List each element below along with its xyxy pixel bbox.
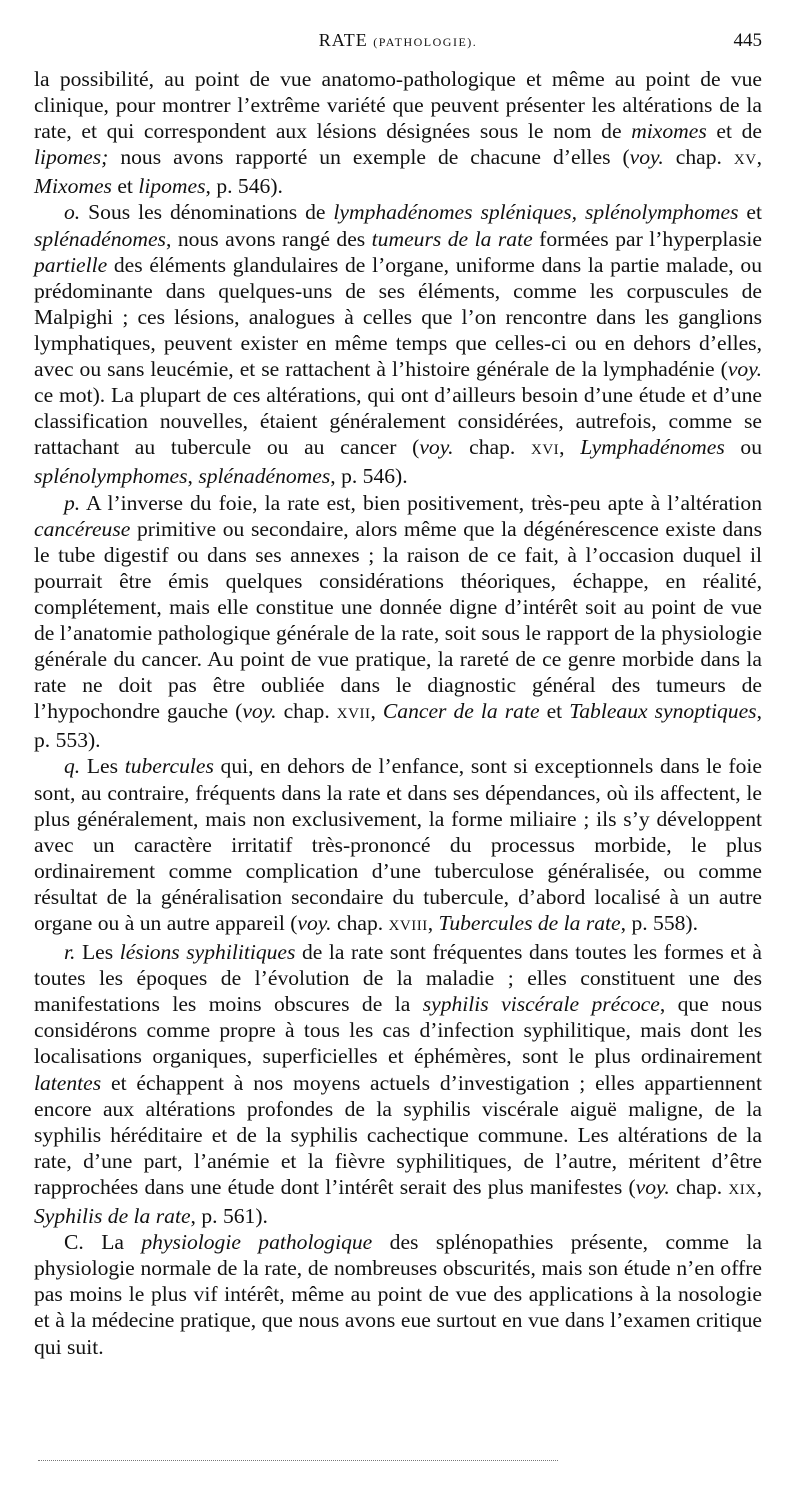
text-run: des éléments glandulaires de l’organe, uniforme dans la partie malade, ou prédominante dans quelques-uns de ses éléments, comme les corpuscules de Malpighi ; ces lésions, analogues à celles que l’on rencontre dans les ganglions lymphatiques, peuvent exister en même temps que celles-ci ou en dehors d’elles, avec ou sans leucémie, et se rattachent à l’histoire générale de la lymphadénie ( bbox=[34, 252, 762, 382]
italic-term: voy. bbox=[629, 145, 664, 170]
chapter-numeral: XIX bbox=[728, 1181, 757, 1198]
paragraph-letter: o. bbox=[64, 200, 81, 225]
page-number: 445 bbox=[733, 30, 762, 51]
text-run: A l’inverse du foie, la rate est, bien positivement, très-peu apte à l’altération bbox=[80, 490, 762, 515]
text-run: ou bbox=[724, 435, 762, 460]
text-run: La bbox=[83, 1230, 142, 1255]
italic-term: tumeurs de la rate bbox=[371, 226, 533, 251]
running-title-main: RATE bbox=[318, 30, 368, 50]
text-run: , bbox=[187, 464, 199, 489]
text-run: qui, en dehors de l’enfance, sont si exceptionnels dans le foie sont, au contraire, fréquents dans la rate et dans ses dépendances, où ils affectent, le plus généralement, mais non exclusivement, la forme miliaire ; ils s’y développent avec un caractère irritatif très-prononcé du processus morbide, le plus ordinairement comme complication d’une tuberculose généralisée, ou comme résultat de la généralisation secondaire du tubercule, d’abord localisé à un autre organe ou à un autre appareil ( bbox=[34, 754, 762, 935]
text-run: Les bbox=[75, 940, 120, 965]
section-letter: C. bbox=[64, 1230, 84, 1255]
text-run: primitive ou secondaire, alors même que la dégénérescence existe dans le tube digestif ou dans ses annexes ; la raison de ce fait, à l’occasion duquel il pourrait être émis quelques considérations théoriques, échappe, en réalité, complétement, mais elle constitue une donnée digne d’intérêt soit au point de vue de l’anatomie pathologique générale de la rate, soit sous le rapport de la physiologie générale du cancer. Au point de vue pratique, la rareté de ce genre morbide dans la rate ne doit pas être oubliée dans le diagnostic général des tumeurs de l’hypochondre gauche ( bbox=[34, 516, 762, 724]
italic-term: splénadénomes bbox=[34, 226, 166, 251]
running-title bbox=[34, 30, 762, 51]
paragraph-q bbox=[34, 753, 762, 939]
italic-term: splénolymphomes bbox=[34, 464, 188, 489]
chapter-numeral: XVII bbox=[336, 706, 371, 723]
text-run: , bbox=[756, 145, 762, 170]
italic-term: Tubercules de la rate bbox=[438, 911, 621, 935]
italic-term: physiologie pathologique bbox=[141, 1230, 373, 1255]
italic-term: Lymphadénomes bbox=[580, 435, 725, 460]
italic-term: voy. bbox=[242, 699, 277, 724]
text-run: , que nous considérons comme propre à tous les cas d’infection syphilitique, mais dont les localisations organiques, superficielles et éphémères, sont le plus ordinairement bbox=[34, 992, 763, 1069]
italic-term: voy. bbox=[727, 357, 762, 382]
text-run: et bbox=[738, 200, 763, 225]
italic-term: voy. bbox=[635, 1174, 670, 1199]
chapter-numeral: XVIII bbox=[388, 918, 428, 934]
text-run: , p. 546). bbox=[330, 464, 408, 489]
italic-term: voy. bbox=[419, 435, 454, 460]
text-run: Les bbox=[80, 754, 125, 779]
italic-term: latentes bbox=[34, 1070, 102, 1095]
text-run: formées par l’hyperplasie bbox=[532, 226, 762, 251]
paragraph-continuation bbox=[34, 66, 762, 199]
paragraph-p bbox=[34, 490, 762, 754]
text-run: , bbox=[559, 435, 581, 460]
paragraph-c bbox=[34, 1229, 762, 1359]
text-run: , p. 553). bbox=[34, 699, 762, 753]
italic-term: splénadénomes bbox=[198, 464, 331, 489]
text-run: , bbox=[427, 911, 439, 935]
body-text bbox=[34, 66, 762, 1360]
italic-term: Cancer de la rate bbox=[382, 699, 540, 724]
text-run: chap. bbox=[331, 911, 389, 935]
paragraph-letter: p. bbox=[64, 490, 81, 515]
running-title-sub: (PATHOLOGIE). bbox=[373, 35, 478, 49]
text-run: , p. 558). bbox=[620, 911, 699, 935]
text-run: , p. 561). bbox=[190, 1204, 268, 1229]
italic-term: Tableaux synoptiques bbox=[569, 699, 757, 724]
italic-term: lymphadénomes spléniques, splénolymphomes bbox=[333, 200, 739, 225]
text-run: Sous les dénominations de bbox=[80, 200, 334, 225]
italic-term: cancéreuse bbox=[34, 516, 131, 541]
text-run: chap. bbox=[669, 1174, 729, 1199]
text-run: et échappent à nos moyens actuels d’investigation ; elles appartiennent encore aux altérations profondes de la syphilis viscérale aiguë maligne, de la syphilis héréditaire et de la syphilis cachectique commune. Les altérations de la rate, d’une part, l’anémie et la fièvre syphilitiques, de l’autre, méritent d’être rapprochées dans une étude dont l’intérêt serait des plus manifestes ( bbox=[34, 1070, 762, 1199]
text-run: , nous avons rangé des bbox=[165, 226, 372, 251]
paragraph-letter: q. bbox=[64, 754, 81, 779]
italic-term: syphilis viscérale précoce bbox=[422, 992, 660, 1017]
italic-term: mixomes bbox=[631, 119, 707, 144]
running-head bbox=[34, 30, 762, 60]
italic-term: Mixomes bbox=[34, 174, 112, 199]
paragraph-r bbox=[34, 939, 762, 1229]
italic-term: tubercules bbox=[124, 754, 214, 779]
text-run: , bbox=[756, 1174, 762, 1199]
text-run: chap. bbox=[453, 435, 531, 460]
italic-term: lésions syphilitiques bbox=[119, 940, 296, 965]
chapter-numeral: XVI bbox=[531, 442, 560, 459]
text-run: , bbox=[370, 699, 383, 724]
text-run: et bbox=[539, 699, 570, 724]
italic-term: lipomes; bbox=[34, 145, 109, 170]
text-run: , p. 546). bbox=[205, 174, 283, 199]
italic-term: Syphilis de la rate bbox=[34, 1204, 191, 1229]
text-run: et bbox=[111, 174, 139, 199]
chapter-numeral: XV bbox=[733, 152, 757, 169]
footer-rule bbox=[38, 1460, 558, 1461]
italic-term: partielle bbox=[34, 252, 108, 277]
italic-term: voy. bbox=[297, 911, 332, 935]
paragraph-o bbox=[34, 199, 762, 489]
text-run: ce mot). La plupart de ces altérations, qui ont d’ailleurs besoin d’une étude et d’une classification nouvelles, étaient généralement considérées, autrefois, comme se rattachant au tubercule ou au cancer ( bbox=[34, 383, 762, 460]
text-run: des splénopathies présente, comme la physiologie normale de la rate, de nombreuses obscurités, mais son étude n’en offre pas moins le plus vif intérêt, même au point de vue des applications à la nosologie et à la médecine pratique, que nous avons eue surtout en vue dans l’examen critique qui suit. bbox=[34, 1230, 762, 1359]
text-run: de la rate sont fréquentes dans toutes les formes et à toutes les époques de l’évolution de la maladie ; elles constituent une des manifestations les moins obscures de la bbox=[34, 940, 762, 1017]
text-run: nous avons rapporté un exemple de chacune d’elles ( bbox=[108, 145, 630, 170]
text-run: et de bbox=[706, 119, 762, 144]
text-run: la possibilité, au point de vue anatomo-pathologique et même au point de vue clinique, pour montrer l’extrême variété que peuvent présenter les altérations de la rate, et qui correspondent aux lésions désignées sous le nom de bbox=[34, 67, 762, 144]
italic-term: lipomes bbox=[138, 174, 206, 199]
paragraph-letter: r. bbox=[64, 940, 76, 965]
text-run: chap. bbox=[276, 699, 337, 724]
text-run: chap. bbox=[663, 145, 734, 170]
